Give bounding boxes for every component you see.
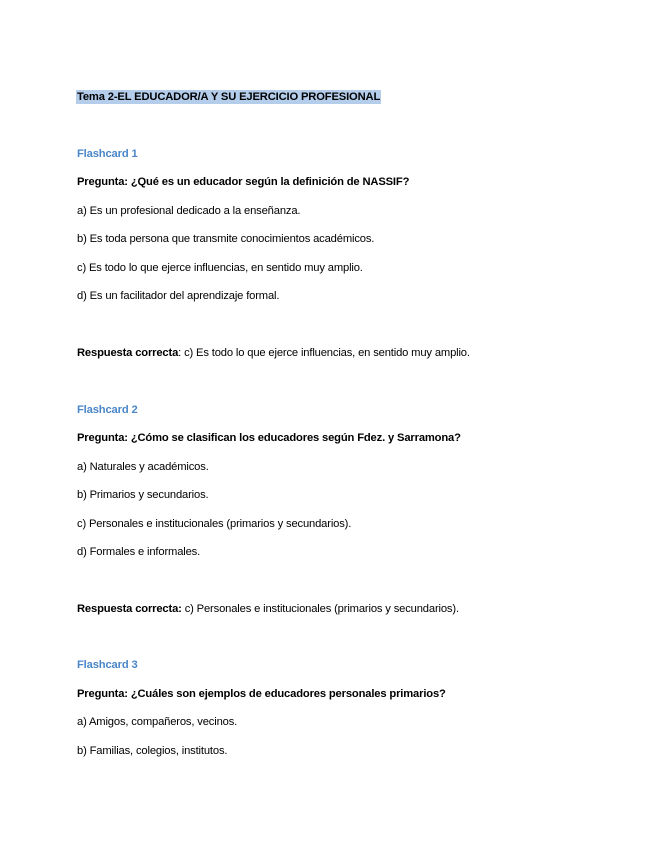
- flashcard-2-answer: [77, 602, 459, 616]
- flashcard-2-question: Pregunta: ¿Cómo se clasifican los educadores según Fdez. y Sarramona?: [77, 432, 461, 444]
- flashcard-1-answer-text: : c) Es todo lo que ejerce influencias, en sentido muy amplio.: [178, 347, 470, 359]
- flashcard-2-option-d: d) Formales e informales.: [77, 546, 201, 558]
- flashcard-1-option-a: a) Es un profesional dedicado a la enseñanza.: [77, 205, 301, 217]
- flashcard-2-answer-text: c) Personales e institucionales (primarios y secundarios).: [181, 603, 459, 615]
- flashcard-2-option-c: c) Personales e institucionales (primarios y secundarios).: [77, 518, 352, 530]
- flashcard-1-option-d: d) Es un facilitador del aprendizaje formal.: [77, 290, 280, 302]
- flashcard-2-option-b: b) Primarios y secundarios.: [77, 489, 209, 501]
- flashcard-3-question: Pregunta: ¿Cuáles son ejemplos de educadores personales primarios?: [77, 688, 446, 700]
- flashcard-2-answer-label: Respuesta correcta:: [77, 603, 182, 615]
- flashcard-3-option-b: b) Familias, colegios, institutos.: [77, 745, 228, 757]
- flashcard-1-answer: [77, 346, 470, 360]
- flashcard-1-answer-label: Respuesta correcta: [77, 347, 179, 359]
- flashcard-3-heading: Flashcard 3: [77, 659, 138, 671]
- flashcard-2-option-a: a) Naturales y académicos.: [77, 461, 209, 473]
- flashcard-2-heading: Flashcard 2: [77, 404, 138, 416]
- document-title[interactable]: Tema 2-EL EDUCADOR/A Y SU EJERCICIO PROFESIONAL: [77, 91, 381, 103]
- flashcard-1-option-b: b) Es toda persona que transmite conocimientos académicos.: [77, 233, 375, 245]
- flashcard-1-heading: Flashcard 1: [77, 148, 138, 160]
- flashcard-1-option-c: c) Es todo lo que ejerce influencias, en sentido muy amplio.: [77, 262, 363, 274]
- flashcard-1-question: Pregunta: ¿Qué es un educador según la definición de NASSIF?: [77, 176, 410, 188]
- flashcard-3-option-a: a) Amigos, compañeros, vecinos.: [77, 716, 238, 728]
